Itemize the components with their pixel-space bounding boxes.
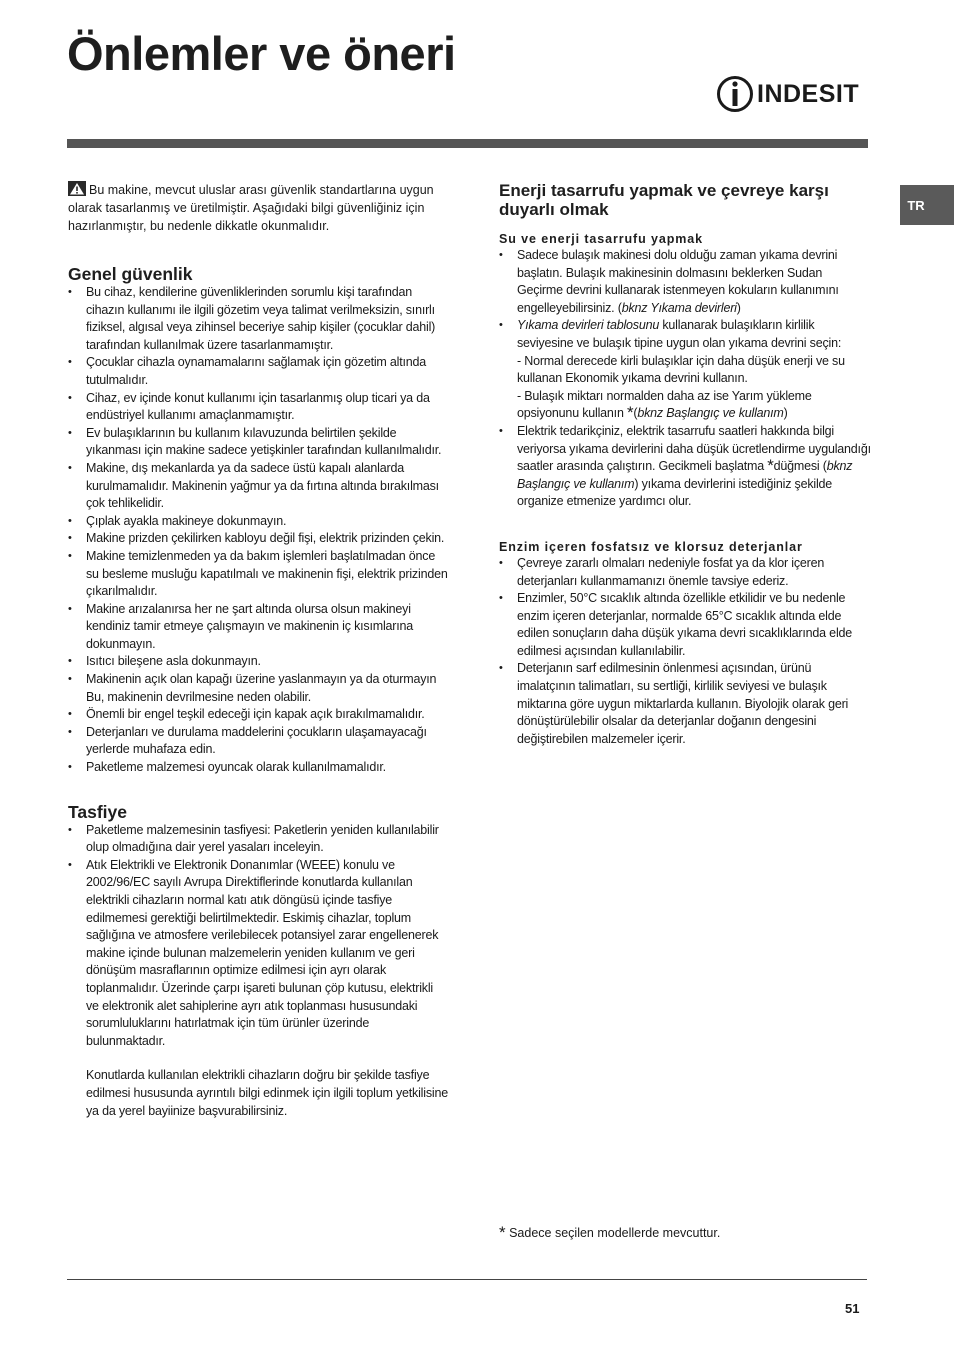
indesit-i-icon [716, 73, 756, 115]
list-item: • Çocuklar cihazla oynamamalarını sağlamak için gözetim altında tutulmalıdır. [68, 354, 448, 389]
subheading-enzim: Enzim içeren fosfatsız ve klorsuz deterjanlar [499, 539, 803, 554]
footnote [499, 1223, 721, 1242]
su-item3-ref: bknz Başlangıç ve kullanım [517, 459, 853, 491]
list-item: • Enzimler, 50°C sıcaklık altında özellikle etkilidir ve bu nedenle enzim içeren deterjanlar, normalde 65°C sıcaklık altında elde edilen sonuçların daha düşük yıkama devri sıcaklıklarında elde edilmesi açısından kullanılabilir. [499, 590, 871, 660]
list-item [499, 423, 871, 511]
su-item1-text: Sadece bulaşık makinesi dolu olduğu zaman yıkama devrini başlatın. Bulaşık makinesinin dolmasını beklerken Sudan Geçirme devrini kullanarak istenmeyen kokuların kullanımını engelleyebilirsiniz. ( [517, 248, 839, 315]
list-item: • Deterjanın sarf edilmesinin önlenmesi açısından, ürünü imalatçının talimatları, su sertliği, kirlilik seviyesi ve bulaşık miktarına göre uygun miktarlarda kullanın. Biyolojik olarak geri dönüştürülebilir olsalar da deterjanlar doğanın dengesini değiştirebilen malzemeler içerir. [499, 660, 871, 748]
section-heading-tasfiye: Tasfiye [68, 801, 128, 822]
su-item2-text: kullanarak bulaşıkların kirlilik seviyesine ve bulaşık tipine uygun olan yıkama devrini seçin: [517, 318, 842, 350]
intro-paragraph [68, 181, 448, 235]
list-item [499, 247, 871, 317]
tasfiye-extra-paragraph: Konutlarda kullanılan elektrikli cihazların doğru bir şekilde tasfiye edilmesi hususunda ayrıntılı bilgi edinmek için ilgili toplum yetkilisine ya da yerel bayiinize başvurabilirsiniz. [86, 1068, 448, 1118]
su-item2-close: ) [783, 406, 788, 421]
tasfiye-list [68, 822, 448, 1121]
right-column [499, 181, 871, 748]
list-item: • Ev bulaşıklarının bu kullanım kılavuzunda belirtilen şekilde yıkanması için makine sadece yetişkinler tarafından kullanılmalıdır. [68, 425, 448, 460]
list-item: • Makinenin açık olan kapağı üzerine yaslanmayın ya da oturmayın Bu, makinenin devrilmesine neden olabilir. [68, 671, 448, 706]
list-item: • Makine arızalanırsa her ne şart altında olursa olsun makineyi kendiniz tamir etmeye çalışmayın ve makinenin iç kısımlarına dokunmayın. [68, 601, 448, 654]
brand-logo [716, 73, 868, 115]
list-item: • Cihaz, ev içinde konut kullanımı için tasarlanmış olup ticari ya da endüstriyel kullanımı amaçlanmamıştır. [68, 390, 448, 425]
list-item: • Önemli bir engel teşkil edeceği için kapak açık bırakılmamalıdır. [68, 706, 448, 724]
page-title: Önlemler ve öneri [67, 27, 456, 80]
su-list [499, 247, 871, 511]
asterisk-mark: * [767, 456, 774, 476]
list-item: • Makine, dış mekanlarda ya da sadece üstü kapalı alanlarda kurulmamalıdır. Makinenin yağmur ya da fırtına altında bırakılması çok tehlikelidir. [68, 460, 448, 513]
list-item: • Paketleme malzemesi oyuncak olarak kullanılmamalıdır. [68, 759, 448, 777]
list-item: • Isıtıcı bileşene asla dokunmayın. [68, 653, 448, 671]
su-item3-text2: düğmesi ( [773, 459, 827, 474]
language-tab: TR [900, 185, 954, 225]
footer-rule [67, 1279, 867, 1280]
list-item: • Makine prizden çekilirken kabloyu değil fişi, elektrik prizinden çekin. [68, 530, 448, 548]
list-item: • Çevreye zararlı olmaları nedeniyle fosfat ya da klor içeren deterjanları kullanmamanızı önemle tavsiye ederiz. [499, 555, 871, 590]
asterisk-mark: * [626, 403, 634, 423]
header-rule [67, 139, 868, 148]
su-item1-end: ) [736, 300, 741, 315]
list-item: • Çıplak ayakla makineye dokunmayın. [68, 513, 448, 531]
footnote-text: Sadece seçilen modellerde mevcuttur. [505, 1226, 721, 1240]
section-heading-enerji: Enerji tasarrufu yapmak ve çevreye karşı duyarlı olmak [499, 181, 829, 219]
genel-list [68, 284, 448, 777]
su-item1-ref: bknz Yıkama devirleri [621, 300, 737, 315]
enzim-list [499, 555, 871, 749]
intro-text: Bu makine, mevcut uluslar arası güvenlik standartlarına uygun olarak tasarlanmış ve üretilmiştir. Aşağıdaki bilgi güvenliğiniz için hazırlanmıştır, bu nedenle dikkatle okunmalıdır. [68, 183, 434, 233]
asterisk-mark: * [499, 1223, 506, 1242]
list-item: • Paketleme malzemesinin tasfiyesi: Paketlerin yeniden kullanılabilir olup olmadığına dair yerel yasaları inceleyin. [68, 822, 448, 857]
su-item2-line3: - Bulaşık miktarı normalden daha az ise Yarım yükleme opsiyonunu kullanın [517, 388, 812, 421]
su-item2-ref: bknz Başlangıç ve kullanım [637, 406, 784, 421]
subheading-su: Su ve enerji tasarrufu yapmak [499, 232, 703, 246]
list-item [499, 317, 871, 423]
section-heading-genel: Genel güvenlik [68, 264, 193, 284]
warning-icon [68, 181, 86, 196]
list-item: • Deterjanları ve durulama maddelerini çocukların ulaşamayacağı yerlerde muhafaza edin. [68, 724, 448, 759]
brand-name: INDESIT [757, 80, 860, 108]
page-number: 51 [845, 1301, 860, 1316]
su-item2-open: ( [633, 406, 638, 421]
su-item3-text: Elektrik tedarikçiniz, elektrik tasarrufu saatleri hakkında bilgi veriyorsa yıkama devirlerini daha düşük ücretlendirme uygulandığı saatler arasında çalıştırın. Gecikmeli başlatma [517, 423, 871, 474]
su-item2-line2: - Normal derecede kirli bulaşıklar için daha düşük enerji ve su kullanan Ekonomik yıkama devrini kullanın. [517, 353, 845, 386]
list-item: • Bu cihaz, kendilerine güvenliklerinden sorumlu kişi tarafından cihazın kullanımı ile ilgili gözetim veya talimat verilmeksizin, sınırlı fiziksel, algısal veya zihinsel beceriye sahip kişiler (çocuklar dahil) tarafından kullanılmak üzere tasarlanmamıştır. [68, 284, 448, 354]
list-item: • Makine temizlenmeden ya da bakım işlemleri başlatılmadan önce su besleme musluğu kapatılmalı ve makinenin fişi, elektrik prizinden çıkarılmalıdır. [68, 548, 448, 601]
left-column [68, 181, 448, 1120]
list-item: • Atık Elektrikli ve Elektronik Donanımlar (WEEE) konulu ve 2002/96/EC sayılı Avrupa Direktiflerinde konutlarda kullanılan elektrikli cihazların normal katı atık döngüsü içinde tasfiye edilmemesi gerektiği belirtilmektedir. Eskimiş cihazlar, toplum sağlığına ve atmosfere verilebilecek potansiyel zarar engellenerek makine içinde bulunan malzemelerin yeniden kullanım ve geri dönüşüm masraflarının optimize edilmesi için ayrı olarak toplanmalıdır. Üzerinde çarpı işareti bulunan çöp kutusu, elektrikli ve elektronik alet sahiplerine ayrı atık toplanması hususundaki sorumluluklarını hatırlatmak için tüm ürünler üzerinde bulunmaktadır. [68, 857, 448, 1051]
su-item2-italic: Yıkama devirleri tablosunu [517, 318, 660, 333]
su-item3-end: ) yıkama devirlerini istediğiniz şekilde organize etmenize yardımcı olur. [517, 476, 833, 509]
